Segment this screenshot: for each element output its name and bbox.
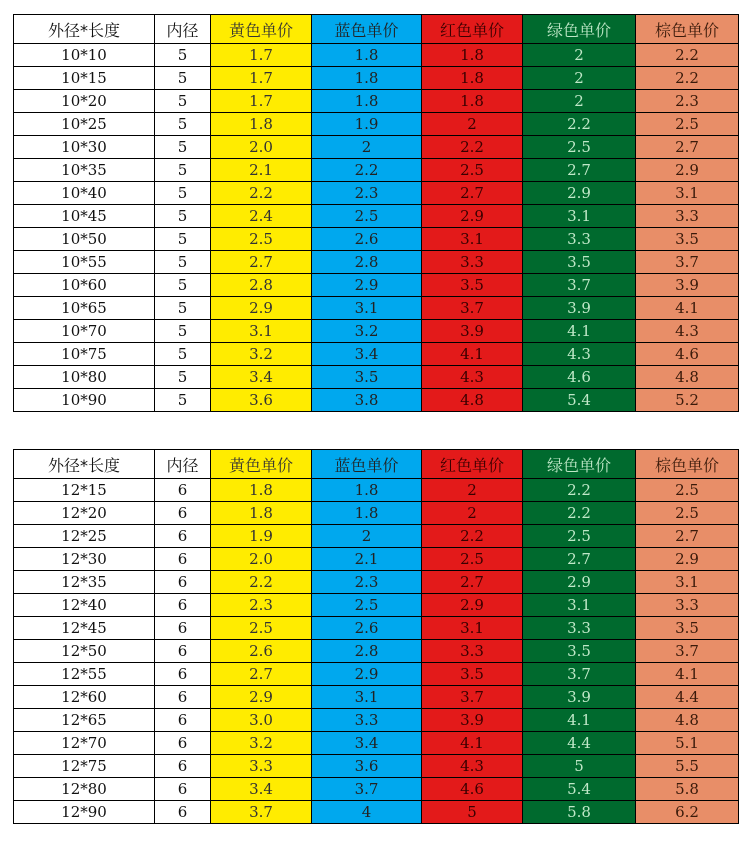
yellow-price-cell: 3.0 — [211, 709, 312, 732]
blue-price-cell: 2.1 — [312, 548, 422, 571]
yellow-price-cell: 1.7 — [211, 44, 312, 67]
red-price-cell: 3.9 — [422, 709, 523, 732]
price-table-10mm — [13, 14, 739, 412]
size-cell: 10*20 — [14, 90, 155, 113]
brown-price-cell: 2.3 — [636, 90, 739, 113]
inner-diameter-cell: 5 — [155, 205, 211, 228]
yellow-price-cell: 2.0 — [211, 548, 312, 571]
red-price-cell: 2.5 — [422, 548, 523, 571]
inner-diameter-cell: 6 — [155, 525, 211, 548]
size-cell: 10*55 — [14, 251, 155, 274]
yellow-price-cell: 1.8 — [211, 113, 312, 136]
brown-price-cell: 2.5 — [636, 113, 739, 136]
yellow-price-cell: 3.7 — [211, 801, 312, 824]
size-cell: 10*30 — [14, 136, 155, 159]
table-row — [14, 548, 739, 571]
red-price-cell: 3.5 — [422, 663, 523, 686]
size-cell: 10*25 — [14, 113, 155, 136]
green-price-cell: 3.3 — [523, 228, 636, 251]
size-cell: 10*40 — [14, 182, 155, 205]
inner-diameter-cell: 5 — [155, 67, 211, 90]
blue-price-cell: 3.1 — [312, 297, 422, 320]
green-price-cell: 2.2 — [523, 113, 636, 136]
size-cell: 10*45 — [14, 205, 155, 228]
brown-price-cell: 4.8 — [636, 366, 739, 389]
green-price-cell: 2 — [523, 90, 636, 113]
size-cell: 12*50 — [14, 640, 155, 663]
table-row — [14, 389, 739, 412]
yellow-price-cell: 2.8 — [211, 274, 312, 297]
red-price-cell: 4.1 — [422, 343, 523, 366]
green-price-cell: 4.3 — [523, 343, 636, 366]
red-price-cell: 3.5 — [422, 274, 523, 297]
header-yellow-price: 黄色单价 — [211, 450, 312, 479]
green-price-cell: 5 — [523, 755, 636, 778]
green-price-cell: 2.5 — [523, 136, 636, 159]
price-table-12mm — [13, 449, 739, 824]
red-price-cell: 2 — [422, 502, 523, 525]
brown-price-cell: 2.5 — [636, 502, 739, 525]
red-price-cell: 4.6 — [422, 778, 523, 801]
table-row — [14, 663, 739, 686]
yellow-price-cell: 3.1 — [211, 320, 312, 343]
red-price-cell: 2.9 — [422, 205, 523, 228]
inner-diameter-cell: 6 — [155, 617, 211, 640]
brown-price-cell: 6.2 — [636, 801, 739, 824]
table-row — [14, 366, 739, 389]
header-blue-price: 蓝色单价 — [312, 15, 422, 44]
green-price-cell: 2 — [523, 67, 636, 90]
header-red-price: 红色单价 — [422, 450, 523, 479]
inner-diameter-cell: 5 — [155, 44, 211, 67]
table-row — [14, 297, 739, 320]
inner-diameter-cell: 6 — [155, 594, 211, 617]
inner-diameter-cell: 6 — [155, 801, 211, 824]
table-row — [14, 502, 739, 525]
green-price-cell: 3.7 — [523, 274, 636, 297]
size-cell: 12*45 — [14, 617, 155, 640]
table-row — [14, 205, 739, 228]
size-cell: 10*80 — [14, 366, 155, 389]
inner-diameter-cell: 6 — [155, 571, 211, 594]
table-row — [14, 525, 739, 548]
yellow-price-cell: 3.2 — [211, 732, 312, 755]
header-red-price: 红色单价 — [422, 15, 523, 44]
size-cell: 12*65 — [14, 709, 155, 732]
size-cell: 10*70 — [14, 320, 155, 343]
red-price-cell: 3.9 — [422, 320, 523, 343]
red-price-cell: 2 — [422, 479, 523, 502]
inner-diameter-cell: 5 — [155, 159, 211, 182]
green-price-cell: 2.2 — [523, 479, 636, 502]
blue-price-cell: 2.3 — [312, 182, 422, 205]
yellow-price-cell: 2.0 — [211, 136, 312, 159]
blue-price-cell: 3.1 — [312, 686, 422, 709]
green-price-cell: 2.9 — [523, 571, 636, 594]
yellow-price-cell: 1.7 — [211, 67, 312, 90]
table-row — [14, 594, 739, 617]
yellow-price-cell: 2.7 — [211, 251, 312, 274]
table-row — [14, 67, 739, 90]
red-price-cell: 1.8 — [422, 67, 523, 90]
size-cell: 12*15 — [14, 479, 155, 502]
header-green-price: 绿色单价 — [523, 15, 636, 44]
red-price-cell: 3.3 — [422, 640, 523, 663]
brown-price-cell: 3.7 — [636, 251, 739, 274]
blue-price-cell: 2.6 — [312, 228, 422, 251]
brown-price-cell: 3.1 — [636, 571, 739, 594]
brown-price-cell: 4.4 — [636, 686, 739, 709]
inner-diameter-cell: 5 — [155, 90, 211, 113]
yellow-price-cell: 2.1 — [211, 159, 312, 182]
size-cell: 12*80 — [14, 778, 155, 801]
green-price-cell: 3.1 — [523, 205, 636, 228]
size-cell: 10*90 — [14, 389, 155, 412]
size-cell: 10*10 — [14, 44, 155, 67]
blue-price-cell: 3.8 — [312, 389, 422, 412]
header-blue-price: 蓝色单价 — [312, 450, 422, 479]
header-inner-diameter: 内径 — [155, 450, 211, 479]
inner-diameter-cell: 5 — [155, 297, 211, 320]
inner-diameter-cell: 5 — [155, 136, 211, 159]
inner-diameter-cell: 5 — [155, 343, 211, 366]
red-price-cell: 5 — [422, 801, 523, 824]
green-price-cell: 4.6 — [523, 366, 636, 389]
yellow-price-cell: 3.6 — [211, 389, 312, 412]
red-price-cell: 3.7 — [422, 686, 523, 709]
blue-price-cell: 3.6 — [312, 755, 422, 778]
blue-price-cell: 1.8 — [312, 90, 422, 113]
yellow-price-cell: 2.2 — [211, 182, 312, 205]
blue-price-cell: 2.5 — [312, 594, 422, 617]
green-price-cell: 2 — [523, 44, 636, 67]
red-price-cell: 4.3 — [422, 366, 523, 389]
brown-price-cell: 2.7 — [636, 525, 739, 548]
blue-price-cell: 2 — [312, 525, 422, 548]
header-row — [14, 450, 739, 479]
yellow-price-cell: 2.9 — [211, 297, 312, 320]
inner-diameter-cell: 6 — [155, 778, 211, 801]
green-price-cell: 2.5 — [523, 525, 636, 548]
brown-price-cell: 2.9 — [636, 548, 739, 571]
size-cell: 10*50 — [14, 228, 155, 251]
red-price-cell: 2.5 — [422, 159, 523, 182]
red-price-cell: 3.7 — [422, 297, 523, 320]
table-row — [14, 136, 739, 159]
yellow-price-cell: 3.3 — [211, 755, 312, 778]
brown-price-cell: 3.5 — [636, 617, 739, 640]
table-row — [14, 90, 739, 113]
blue-price-cell: 2.3 — [312, 571, 422, 594]
brown-price-cell: 3.3 — [636, 594, 739, 617]
green-price-cell: 4.1 — [523, 320, 636, 343]
table-row — [14, 320, 739, 343]
yellow-price-cell: 2.5 — [211, 228, 312, 251]
size-cell: 10*15 — [14, 67, 155, 90]
size-cell: 10*60 — [14, 274, 155, 297]
green-price-cell: 3.7 — [523, 663, 636, 686]
table-row — [14, 44, 739, 67]
blue-price-cell: 4 — [312, 801, 422, 824]
inner-diameter-cell: 5 — [155, 113, 211, 136]
inner-diameter-cell: 6 — [155, 755, 211, 778]
blue-price-cell: 3.3 — [312, 709, 422, 732]
brown-price-cell: 5.2 — [636, 389, 739, 412]
red-price-cell: 2.7 — [422, 182, 523, 205]
brown-price-cell: 4.8 — [636, 709, 739, 732]
size-cell: 10*75 — [14, 343, 155, 366]
blue-price-cell: 2.6 — [312, 617, 422, 640]
yellow-price-cell: 1.9 — [211, 525, 312, 548]
blue-price-cell: 3.4 — [312, 732, 422, 755]
brown-price-cell: 3.5 — [636, 228, 739, 251]
size-cell: 12*70 — [14, 732, 155, 755]
inner-diameter-cell: 5 — [155, 182, 211, 205]
blue-price-cell: 2 — [312, 136, 422, 159]
table-row — [14, 228, 739, 251]
green-price-cell: 2.2 — [523, 502, 636, 525]
yellow-price-cell: 3.4 — [211, 366, 312, 389]
blue-price-cell: 3.5 — [312, 366, 422, 389]
yellow-price-cell: 2.5 — [211, 617, 312, 640]
blue-price-cell: 2.5 — [312, 205, 422, 228]
header-size: 外径*长度 — [14, 450, 155, 479]
yellow-price-cell: 3.4 — [211, 778, 312, 801]
blue-price-cell: 1.9 — [312, 113, 422, 136]
blue-price-cell: 2.9 — [312, 663, 422, 686]
header-brown-price: 棕色单价 — [636, 450, 739, 479]
size-cell: 12*20 — [14, 502, 155, 525]
table-row — [14, 571, 739, 594]
header-row — [14, 15, 739, 44]
header-yellow-price: 黄色单价 — [211, 15, 312, 44]
header-inner-diameter: 内径 — [155, 15, 211, 44]
blue-price-cell: 3.2 — [312, 320, 422, 343]
inner-diameter-cell: 6 — [155, 479, 211, 502]
size-cell: 12*90 — [14, 801, 155, 824]
yellow-price-cell: 2.2 — [211, 571, 312, 594]
blue-price-cell: 3.7 — [312, 778, 422, 801]
red-price-cell: 4.3 — [422, 755, 523, 778]
table-row — [14, 274, 739, 297]
inner-diameter-cell: 5 — [155, 228, 211, 251]
red-price-cell: 1.8 — [422, 90, 523, 113]
inner-diameter-cell: 6 — [155, 709, 211, 732]
brown-price-cell: 4.1 — [636, 297, 739, 320]
inner-diameter-cell: 5 — [155, 366, 211, 389]
size-cell: 12*25 — [14, 525, 155, 548]
brown-price-cell: 2.7 — [636, 136, 739, 159]
green-price-cell: 2.7 — [523, 159, 636, 182]
brown-price-cell: 2.9 — [636, 159, 739, 182]
blue-price-cell: 1.8 — [312, 479, 422, 502]
table-row — [14, 251, 739, 274]
green-price-cell: 4.1 — [523, 709, 636, 732]
size-cell: 12*60 — [14, 686, 155, 709]
blue-price-cell: 2.2 — [312, 159, 422, 182]
blue-price-cell: 2.8 — [312, 251, 422, 274]
yellow-price-cell: 1.8 — [211, 502, 312, 525]
green-price-cell: 3.9 — [523, 686, 636, 709]
header-green-price: 绿色单价 — [523, 450, 636, 479]
yellow-price-cell: 2.9 — [211, 686, 312, 709]
blue-price-cell: 2.9 — [312, 274, 422, 297]
table-row — [14, 640, 739, 663]
red-price-cell: 1.8 — [422, 44, 523, 67]
green-price-cell: 5.8 — [523, 801, 636, 824]
table-row — [14, 182, 739, 205]
yellow-price-cell: 3.2 — [211, 343, 312, 366]
yellow-price-cell: 1.7 — [211, 90, 312, 113]
green-price-cell: 4.4 — [523, 732, 636, 755]
red-price-cell: 3.3 — [422, 251, 523, 274]
brown-price-cell: 4.3 — [636, 320, 739, 343]
table-row — [14, 755, 739, 778]
brown-price-cell: 5.5 — [636, 755, 739, 778]
table-row — [14, 801, 739, 824]
table-row — [14, 686, 739, 709]
blue-price-cell: 1.8 — [312, 44, 422, 67]
table-row — [14, 732, 739, 755]
brown-price-cell: 5.8 — [636, 778, 739, 801]
size-cell: 12*55 — [14, 663, 155, 686]
size-cell: 12*75 — [14, 755, 155, 778]
green-price-cell: 5.4 — [523, 389, 636, 412]
green-price-cell: 3.3 — [523, 617, 636, 640]
table-row — [14, 159, 739, 182]
green-price-cell: 2.7 — [523, 548, 636, 571]
red-price-cell: 4.8 — [422, 389, 523, 412]
inner-diameter-cell: 5 — [155, 389, 211, 412]
brown-price-cell: 3.1 — [636, 182, 739, 205]
inner-diameter-cell: 6 — [155, 502, 211, 525]
table-row — [14, 479, 739, 502]
brown-price-cell: 5.1 — [636, 732, 739, 755]
red-price-cell: 2.2 — [422, 136, 523, 159]
inner-diameter-cell: 6 — [155, 548, 211, 571]
size-cell: 12*40 — [14, 594, 155, 617]
blue-price-cell: 2.8 — [312, 640, 422, 663]
yellow-price-cell: 2.4 — [211, 205, 312, 228]
green-price-cell: 3.9 — [523, 297, 636, 320]
yellow-price-cell: 2.7 — [211, 663, 312, 686]
green-price-cell: 3.5 — [523, 251, 636, 274]
brown-price-cell: 2.2 — [636, 44, 739, 67]
red-price-cell: 2.7 — [422, 571, 523, 594]
red-price-cell: 2.2 — [422, 525, 523, 548]
table-row — [14, 709, 739, 732]
inner-diameter-cell: 6 — [155, 686, 211, 709]
size-cell: 10*65 — [14, 297, 155, 320]
red-price-cell: 3.1 — [422, 617, 523, 640]
size-cell: 12*35 — [14, 571, 155, 594]
green-price-cell: 3.5 — [523, 640, 636, 663]
size-cell: 10*35 — [14, 159, 155, 182]
inner-diameter-cell: 5 — [155, 274, 211, 297]
yellow-price-cell: 1.8 — [211, 479, 312, 502]
inner-diameter-cell: 6 — [155, 732, 211, 755]
inner-diameter-cell: 5 — [155, 320, 211, 343]
table-row — [14, 778, 739, 801]
red-price-cell: 2 — [422, 113, 523, 136]
header-size: 外径*长度 — [14, 15, 155, 44]
size-cell: 12*30 — [14, 548, 155, 571]
red-price-cell: 2.9 — [422, 594, 523, 617]
blue-price-cell: 1.8 — [312, 502, 422, 525]
blue-price-cell: 3.4 — [312, 343, 422, 366]
table-row — [14, 617, 739, 640]
red-price-cell: 3.1 — [422, 228, 523, 251]
inner-diameter-cell: 6 — [155, 640, 211, 663]
inner-diameter-cell: 6 — [155, 663, 211, 686]
green-price-cell: 2.9 — [523, 182, 636, 205]
brown-price-cell: 4.1 — [636, 663, 739, 686]
brown-price-cell: 3.3 — [636, 205, 739, 228]
brown-price-cell: 2.2 — [636, 67, 739, 90]
brown-price-cell: 3.9 — [636, 274, 739, 297]
brown-price-cell: 2.5 — [636, 479, 739, 502]
header-brown-price: 棕色单价 — [636, 15, 739, 44]
brown-price-cell: 3.7 — [636, 640, 739, 663]
green-price-cell: 3.1 — [523, 594, 636, 617]
table-row — [14, 343, 739, 366]
brown-price-cell: 4.6 — [636, 343, 739, 366]
green-price-cell: 5.4 — [523, 778, 636, 801]
yellow-price-cell: 2.3 — [211, 594, 312, 617]
table-row — [14, 113, 739, 136]
inner-diameter-cell: 5 — [155, 251, 211, 274]
blue-price-cell: 1.8 — [312, 67, 422, 90]
red-price-cell: 4.1 — [422, 732, 523, 755]
yellow-price-cell: 2.6 — [211, 640, 312, 663]
